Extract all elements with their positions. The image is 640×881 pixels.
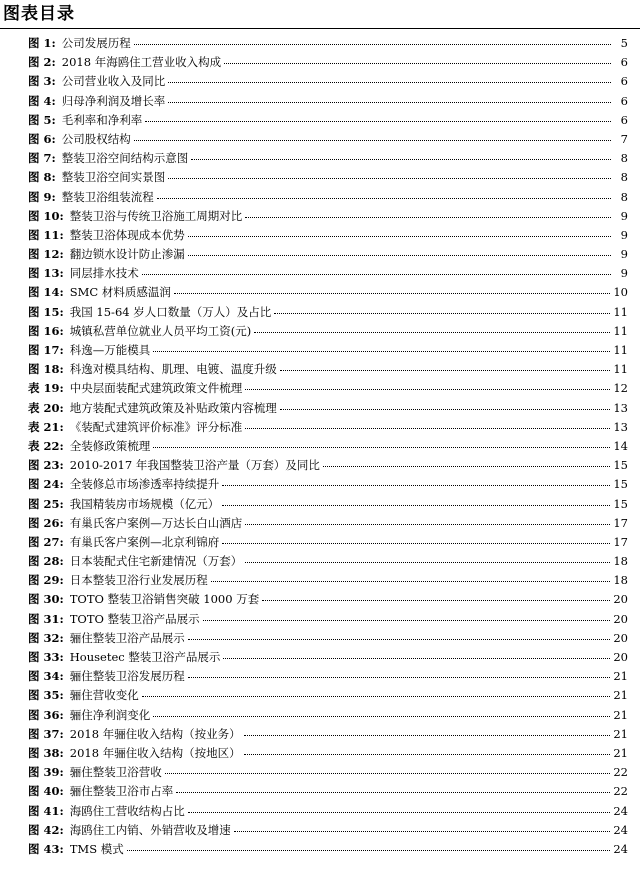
toc-entry-title: 翻边锁水设计防止渗漏: [69, 247, 185, 262]
toc-dot-leader: [174, 281, 610, 294]
toc-entry-title: 归母净利润及增长率: [61, 93, 166, 108]
toc-entry-label: 图 8:: [28, 170, 56, 185]
toc-entry-label: 图 43:: [28, 841, 64, 856]
toc-entry-page-number: 15: [613, 496, 628, 511]
toc-entry-title: SMC 材料质感温润: [69, 285, 171, 300]
toc-dot-leader: [203, 608, 611, 621]
toc-dot-leader: [176, 780, 610, 793]
toc-entry-title: 我国精装房市场规模（亿元）: [69, 496, 220, 511]
toc-dot-leader: [145, 109, 611, 122]
toc-dot-leader: [188, 243, 611, 256]
toc-entry-page-number: 21: [613, 688, 628, 703]
toc-entry-page-number: 11: [613, 304, 628, 319]
toc-dot-leader: [188, 627, 611, 640]
toc-dot-leader: [222, 473, 610, 486]
toc-entry-page-number: 7: [620, 131, 628, 146]
toc-entry-page-number: 15: [613, 458, 628, 473]
toc-entry-page-number: 15: [613, 477, 628, 492]
toc-entry-page-number: 9: [620, 247, 628, 262]
toc-entry-page-number: 20: [613, 592, 628, 607]
toc-dot-leader: [188, 800, 611, 813]
toc-entry-title: 整装卫浴空间结构示意图: [61, 151, 189, 166]
toc-dot-leader: [244, 723, 611, 736]
toc-entry-page-number: 14: [613, 438, 628, 453]
toc-dot-leader: [153, 435, 610, 448]
toc-entry-label: 图 4:: [28, 93, 56, 108]
toc-entry-title: 2018 年骊住收入结构（按业务）: [69, 726, 241, 741]
toc-entry-page-number: 21: [613, 745, 628, 760]
toc-entry-title: 2010-2017 年我国整装卫浴产量（万套）及同比: [69, 458, 320, 473]
toc-heading: 图表目录: [3, 4, 75, 24]
toc-entry-title: 全装修政策梳理: [69, 438, 151, 453]
toc-entry-label: 图 6:: [28, 131, 56, 146]
toc-entry-label: 表 20:: [28, 400, 64, 415]
toc-entry-title: 地方装配式建筑政策及补贴政策内容梳理: [69, 400, 277, 415]
toc-entry-label: 图 18:: [28, 362, 64, 377]
toc-entry-title: 公司发展历程: [61, 36, 131, 50]
toc-entry-title: Housetec 整装卫浴产品展示: [69, 650, 221, 664]
toc-dot-leader: [127, 838, 611, 851]
toc-dot-leader: [222, 531, 610, 544]
toc-entry-title: 骊住营收变化: [69, 688, 139, 703]
toc-entry-label: 图 29:: [28, 573, 64, 588]
toc-dot-leader: [245, 377, 610, 390]
toc-entry-page-number: 6: [620, 74, 628, 89]
toc-dot-leader: [153, 339, 610, 352]
toc-entry-page-number: 21: [613, 707, 628, 722]
toc-entry-page-number: 18: [613, 573, 628, 588]
toc-entry-title: 骊住整装卫浴产品展示: [69, 630, 185, 645]
toc-entry-title: 有巢氏客户案例—万达长白山酒店: [69, 515, 243, 530]
toc-dot-leader: [244, 742, 611, 755]
toc-dot-leader: [188, 665, 611, 678]
toc-entry-page-number: 9: [620, 227, 628, 242]
toc-dot-leader: [134, 128, 611, 141]
toc-dot-leader: [168, 70, 611, 83]
toc-entry-label: 图 27:: [28, 534, 64, 549]
toc-entry-label: 图 23:: [28, 458, 64, 473]
toc-entry-label: 图 14:: [28, 285, 64, 300]
toc-dot-leader: [157, 186, 611, 199]
toc-entry-page-number: 11: [613, 323, 628, 338]
toc-entry-title: 公司股权结构: [61, 131, 131, 146]
toc-entry-label: 图 30:: [28, 592, 64, 607]
toc-entry-label: 图 16:: [28, 323, 64, 338]
toc-entry-title: 整装卫浴与传统卫浴施工周期对比: [69, 208, 243, 223]
toc-entry-title: 科逸对模具结构、肌理、电镀、温度升级: [69, 362, 277, 377]
toc-entry-label: 图 39:: [28, 765, 64, 780]
toc-dot-leader: [245, 550, 610, 563]
toc-entry-page-number: 13: [613, 419, 628, 434]
toc-dot-leader: [168, 90, 611, 103]
toc-dot-leader: [323, 454, 611, 467]
toc-entry-page-number: 21: [613, 726, 628, 741]
toc-entry-title: 2018 年骊住收入结构（按地区）: [69, 745, 241, 760]
toc-entry-title: 2018 年海鸥住工营业收入构成: [61, 55, 222, 70]
toc-entry-label: 表 22:: [28, 438, 64, 453]
toc-entry-label: 图 24:: [28, 477, 64, 492]
toc-entry-label: 图 17:: [28, 343, 64, 357]
toc-entry-page-number: 12: [613, 381, 628, 396]
toc-entry-label: 图 42:: [28, 822, 64, 837]
toc-entry-title: 日本装配式住宅新建情况（万套）: [69, 554, 243, 569]
toc-entry-page-number: 17: [613, 515, 628, 530]
toc-entry-label: 图 10:: [28, 208, 64, 223]
toc-entry-title: 公司营业收入及同比: [61, 74, 166, 89]
toc-dot-leader: [223, 646, 610, 659]
toc-entry-page-number: 6: [620, 93, 628, 108]
toc-entry-label: 图 32:: [28, 630, 64, 645]
toc-entry-page-number: 17: [613, 534, 628, 549]
toc-entry-label: 图 13:: [28, 266, 64, 281]
toc-entry-page-number: 11: [613, 343, 628, 357]
toc-entry-page-number: 6: [620, 55, 628, 70]
toc-entry-label: 图 28:: [28, 554, 64, 569]
toc-entry-title: TOTO 整装卫浴产品展示: [69, 611, 200, 626]
toc-dot-leader: [280, 358, 611, 371]
toc-entry-title: TOTO 整装卫浴销售突破 1000 万套: [69, 592, 260, 607]
toc-dot-leader: [134, 32, 611, 45]
toc-entry-label: 图 2:: [28, 55, 56, 70]
toc-entry-title: 骊住整装卫浴市占率: [69, 784, 174, 799]
toc-entry-label: 图 11:: [28, 227, 64, 242]
toc-dot-leader: [222, 493, 610, 506]
toc-entry-label: 图 5:: [28, 112, 56, 127]
toc-entry-label: 图 12:: [28, 247, 64, 262]
toc-entry-label: 图 25:: [28, 496, 64, 511]
toc-entry-page-number: 24: [613, 841, 628, 856]
toc-entry-title: 骊住净利润变化: [69, 707, 151, 722]
toc-dot-leader: [224, 51, 611, 64]
toc-dot-leader: [234, 819, 611, 832]
toc-entry-title: 中央层面装配式建筑政策文件梳理: [69, 381, 243, 396]
toc-entry-page-number: 10: [613, 285, 628, 300]
toc-entry-title: 海鸥住工内销、外销营收及增速: [69, 822, 231, 837]
toc-entry-title: 城镇私营单位就业人员平均工资(元): [69, 323, 252, 338]
toc-dot-leader: [165, 761, 611, 774]
toc-entry-page-number: 20: [613, 630, 628, 645]
toc-dot-leader: [168, 166, 611, 179]
toc-entry-page-number: 8: [620, 189, 628, 204]
toc-entry-title: TMS 模式: [69, 841, 124, 856]
toc-entry-page-number: 24: [613, 803, 628, 818]
toc-entry-page-number: 9: [620, 208, 628, 223]
toc-dot-leader: [245, 416, 610, 429]
toc-entry-title: 整装卫浴体现成本优势: [69, 227, 185, 242]
toc-dot-leader: [153, 704, 610, 717]
toc-dot-leader: [274, 301, 610, 314]
toc-entry-title: 整装卫浴组装流程: [61, 189, 154, 204]
toc-dot-leader: [191, 147, 611, 160]
toc-entry-label: 图 38:: [28, 745, 64, 760]
toc-entry-page-number: 21: [613, 669, 628, 684]
toc-entry-label: 图 35:: [28, 688, 64, 703]
toc-dot-leader: [142, 684, 611, 697]
toc-entry-label: 图 36:: [28, 707, 64, 722]
toc-entry-page-number: 6: [620, 112, 628, 127]
toc-dot-leader: [142, 262, 611, 275]
toc-entry-page-number: 13: [613, 400, 628, 415]
toc-entry-label: 图 26:: [28, 515, 64, 530]
toc-dot-leader: [262, 588, 610, 601]
toc-entry-label: 图 37:: [28, 726, 64, 741]
toc-entry-label: 图 3:: [28, 74, 56, 89]
toc-entry-title: 海鸥住工营收结构占比: [69, 803, 185, 818]
toc-entry-label: 图 15:: [28, 304, 64, 319]
toc-entry-title: 日本整装卫浴行业发展历程: [69, 573, 208, 588]
toc-entry-label: 图 33:: [28, 650, 64, 664]
toc-entry-label: 表 19:: [28, 381, 64, 396]
toc-entry-label: 图 9:: [28, 189, 56, 204]
toc-entry-label: 图 34:: [28, 669, 64, 684]
toc-list: [0, 34, 640, 859]
toc-entry-label: 图 41:: [28, 803, 64, 818]
heading-rule: [0, 28, 640, 29]
toc-entry-page-number: 18: [613, 554, 628, 569]
toc-entry-label: 图 31:: [28, 611, 64, 626]
toc-entry-title: 骊住整装卫浴营收: [69, 765, 162, 780]
toc-entry-label: 图 40:: [28, 784, 64, 799]
toc-entry[interactable]: [0, 840, 640, 859]
toc-entry-title: 整装卫浴空间实景图: [61, 170, 166, 185]
toc-entry-title: 毛利率和净利率: [61, 112, 143, 127]
toc-entry-page-number: 5: [620, 36, 628, 50]
toc-entry-title: 全装修总市场渗透率持续提升: [69, 477, 220, 492]
toc-dot-leader: [280, 397, 611, 410]
toc-dot-leader: [254, 320, 610, 333]
toc-entry-title: 《装配式建筑评价标准》评分标准: [69, 419, 243, 434]
toc-entry-label: 表 21:: [28, 419, 64, 434]
toc-entry-label: 图 7:: [28, 151, 56, 166]
toc-entry-page-number: 22: [613, 765, 628, 780]
toc-entry-page-number: 9: [620, 266, 628, 281]
toc-entry-page-number: 8: [620, 170, 628, 185]
toc-entry-title: 同层排水技术: [69, 266, 139, 281]
toc-entry-title: 骊住整装卫浴发展历程: [69, 669, 185, 684]
toc-dot-leader: [188, 224, 611, 237]
toc-entry-label: 图 1:: [28, 36, 56, 50]
toc-dot-leader: [245, 205, 611, 218]
toc-entry-page-number: 11: [613, 362, 628, 377]
toc-entry-page-number: 24: [613, 822, 628, 837]
toc-dot-leader: [245, 512, 610, 525]
toc-entry-page-number: 20: [613, 611, 628, 626]
toc-entry-title: 科逸—万能模具: [69, 343, 151, 357]
toc-entry-page-number: 8: [620, 151, 628, 166]
toc-entry-title: 有巢氏客户案例—北京利锦府: [69, 534, 220, 549]
toc-dot-leader: [211, 569, 611, 582]
toc-entry-page-number: 22: [613, 784, 628, 799]
toc-entry-page-number: 20: [613, 650, 628, 664]
toc-entry-title: 我国 15-64 岁人口数量（万人）及占比: [69, 304, 272, 319]
